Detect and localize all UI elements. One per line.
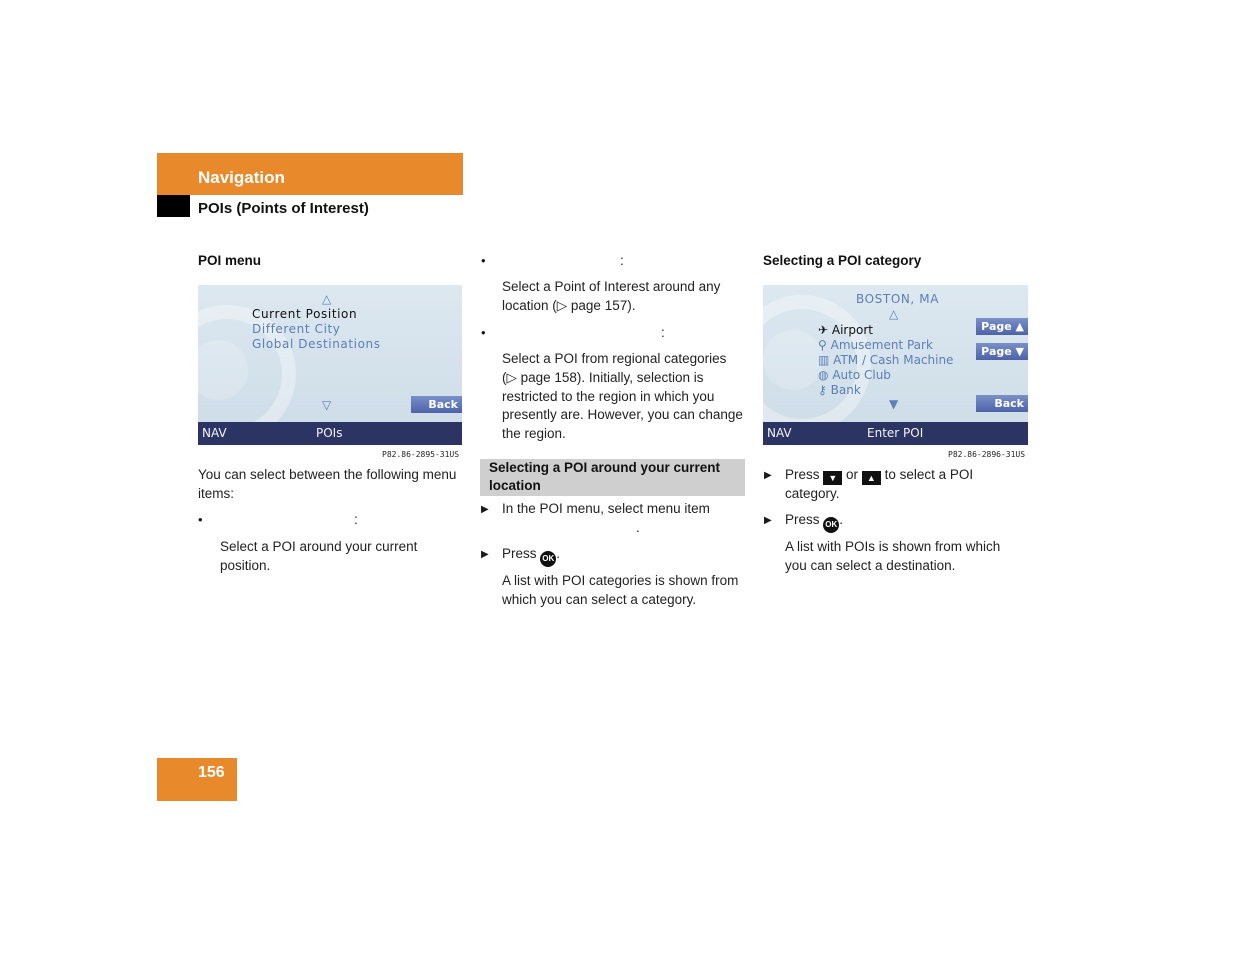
menu-item-current-position[interactable]: Current Position: [252, 307, 358, 321]
step2-result: A list with POIs is shown from which you can select a destination.: [785, 539, 1001, 573]
city-label: BOSTON, MA: [856, 292, 940, 306]
section-title: Navigation: [198, 168, 285, 187]
scroll-up-icon[interactable]: △: [889, 307, 899, 321]
ok-button-icon: OK: [540, 551, 556, 567]
step2-result: A list with POI categories is shown from which you can select a category.: [502, 573, 739, 607]
step1-period: .: [636, 520, 640, 535]
page-number-box: [157, 758, 237, 801]
page-up-button[interactable]: Page ▲: [976, 318, 1028, 335]
atm-icon: ▥: [818, 353, 830, 367]
step1-or: or: [846, 467, 859, 482]
step1-line: [785, 466, 1025, 504]
bullet3-colon: :: [661, 325, 665, 340]
back-button[interactable]: Back: [976, 395, 1028, 412]
bank-icon: ⚷: [818, 383, 827, 397]
status-screen-title: POIs: [316, 426, 343, 440]
auto-club-icon: ◍: [818, 368, 829, 382]
step2-line: [785, 511, 843, 533]
category-item-bank[interactable]: ⚷ Bank: [818, 383, 861, 397]
step2-press: Press: [785, 512, 820, 527]
step2-press: Press: [502, 546, 537, 561]
step-arrow-icon: ▶: [481, 549, 489, 560]
bullet2-description: Select a Point of Interest around any location (▷ page 157).: [502, 279, 721, 313]
bullet-icon: •: [198, 512, 203, 527]
bullet-icon: •: [481, 325, 486, 340]
bullet1-colon: :: [354, 512, 358, 527]
bullet3-description: Select a POI from regional categories (▷ page 158). Initially, selection is restricted to the region in which you presently are. However, you can change the region.: [502, 351, 743, 442]
step1-press: Press: [785, 467, 820, 482]
up-key-icon: ▲: [862, 471, 881, 485]
down-key-icon: ▼: [823, 471, 842, 485]
bullet1-description: Select a POI around your current position.: [220, 539, 418, 573]
category-item-auto-club[interactable]: ◍ Auto Club: [818, 368, 891, 382]
step2-period: .: [839, 512, 844, 527]
amusement-park-icon: ⚲: [818, 338, 827, 352]
page-number: 156: [198, 764, 225, 781]
compass-decoration-inner: [763, 330, 823, 390]
screen-status-bar: [198, 422, 462, 445]
poi-menu-screen: [198, 285, 462, 445]
step-arrow-icon: ▶: [481, 504, 489, 515]
menu-item-global-destinations[interactable]: Global Destinations: [252, 337, 381, 351]
category-item-amusement-park[interactable]: ⚲ Amusement Park: [818, 338, 933, 352]
intro-text: You can select between the following menu items:: [198, 467, 457, 501]
poi-category-heading: Selecting a POI category: [763, 253, 922, 268]
step-arrow-icon: ▶: [764, 515, 772, 526]
procedure-heading: Selecting a POI around your current location: [489, 460, 721, 493]
scroll-down-icon[interactable]: ▽: [322, 398, 332, 412]
ok-button-icon: OK: [823, 517, 839, 533]
page-down-button[interactable]: Page ▼: [976, 343, 1028, 360]
screen-status-bar: [763, 422, 1028, 445]
step-arrow-icon: ▶: [764, 470, 772, 481]
poi-category-screen: [763, 285, 1028, 445]
figure-caption: P82.86-2896-31US: [948, 450, 1026, 459]
airplane-icon: ✈: [818, 323, 829, 337]
figure-caption: P82.86-2895-31US: [382, 450, 460, 459]
subsection-title: POIs (Points of Interest): [198, 200, 369, 217]
step1-text: In the POI menu, select menu item: [502, 501, 710, 516]
status-nav-label: NAV: [202, 426, 227, 440]
bullet2-colon: :: [620, 253, 624, 268]
step1-rest: to select a POI category.: [785, 467, 974, 501]
category-item-atm[interactable]: ▥ ATM / Cash Machine: [818, 353, 954, 367]
scroll-up-icon[interactable]: △: [322, 292, 332, 306]
status-screen-title: Enter POI: [867, 426, 924, 440]
step2-line: [502, 545, 560, 567]
subsection-marker: [157, 195, 190, 217]
bullet-icon: •: [481, 253, 486, 268]
back-button[interactable]: Back: [411, 396, 462, 413]
category-item-airport[interactable]: ✈ Airport: [818, 323, 873, 337]
step2-period: .: [556, 546, 561, 561]
menu-item-different-city[interactable]: Different City: [252, 322, 341, 336]
poi-menu-heading: POI menu: [198, 253, 262, 268]
scroll-down-icon[interactable]: ▼: [889, 397, 899, 411]
status-nav-label: NAV: [767, 426, 792, 440]
